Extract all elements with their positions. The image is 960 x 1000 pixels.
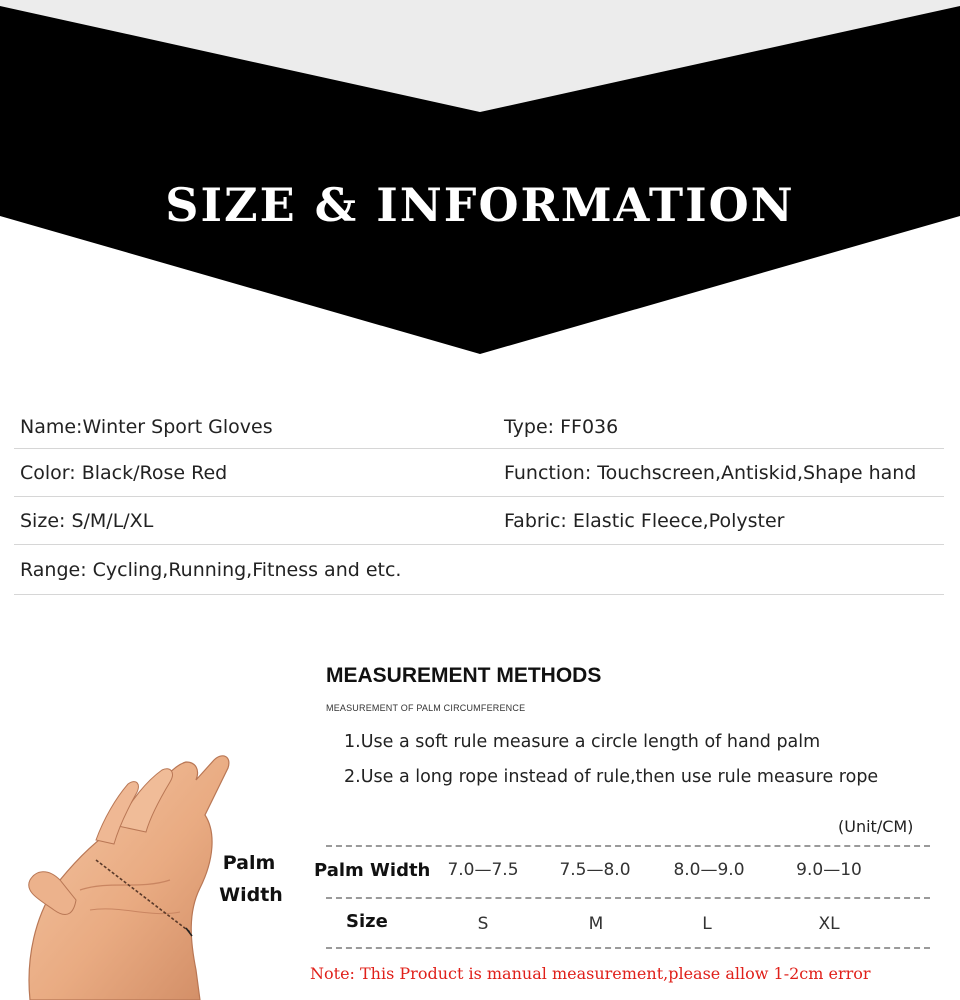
palm-width-header: Palm Width bbox=[314, 860, 431, 881]
info-row bbox=[14, 497, 944, 545]
table-divider bbox=[326, 845, 930, 847]
size-cell: M bbox=[588, 914, 604, 934]
palm-width-cell: 7.0—7.5 bbox=[447, 860, 519, 880]
unit-label: (Unit/CM) bbox=[838, 817, 914, 836]
info-range: Range: Cycling,Running,Fitness and etc. bbox=[20, 558, 402, 581]
measurement-step-2: 2.Use a long rope instead of rule,then use rule measure rope bbox=[344, 767, 879, 787]
measurement-note: Note: This Product is manual measurement,please allow 1-2cm error bbox=[310, 964, 871, 983]
table-divider bbox=[326, 947, 930, 949]
palm-width-cell: 7.5—8.0 bbox=[559, 860, 631, 880]
info-row bbox=[14, 545, 944, 595]
size-cell: XL bbox=[818, 914, 840, 934]
info-size: Size: S/M/L/XL bbox=[20, 509, 154, 532]
table-divider bbox=[326, 897, 930, 899]
measurement-step-1: 1.Use a soft rule measure a circle length of hand palm bbox=[344, 732, 821, 752]
info-type: Type: FF036 bbox=[504, 415, 619, 438]
measurement-subheading: MEASUREMENT OF PALM CIRCUMFERENCE bbox=[326, 703, 526, 713]
palm-width-cell: 8.0—9.0 bbox=[673, 860, 745, 880]
banner bbox=[0, 0, 960, 360]
info-color: Color: Black/Rose Red bbox=[20, 461, 228, 484]
banner-title: SIZE & INFORMATION bbox=[165, 178, 795, 232]
size-cell: S bbox=[477, 914, 489, 934]
palm-width-cell: 9.0—10 bbox=[796, 860, 862, 880]
info-fabric: Fabric: Elastic Fleece,Polyster bbox=[504, 509, 785, 532]
info-row bbox=[14, 449, 944, 497]
product-info-table bbox=[14, 405, 944, 595]
info-row bbox=[14, 405, 944, 449]
size-cell: L bbox=[702, 914, 712, 934]
info-name: Name:Winter Sport Gloves bbox=[20, 415, 273, 438]
width-label: Width bbox=[219, 884, 283, 906]
info-function: Function: Touchscreen,Antiskid,Shape hand bbox=[504, 461, 917, 484]
palm-label: Palm bbox=[222, 852, 276, 874]
size-header: Size bbox=[346, 911, 388, 932]
measurement-heading: MEASUREMENT METHODS bbox=[326, 664, 602, 687]
